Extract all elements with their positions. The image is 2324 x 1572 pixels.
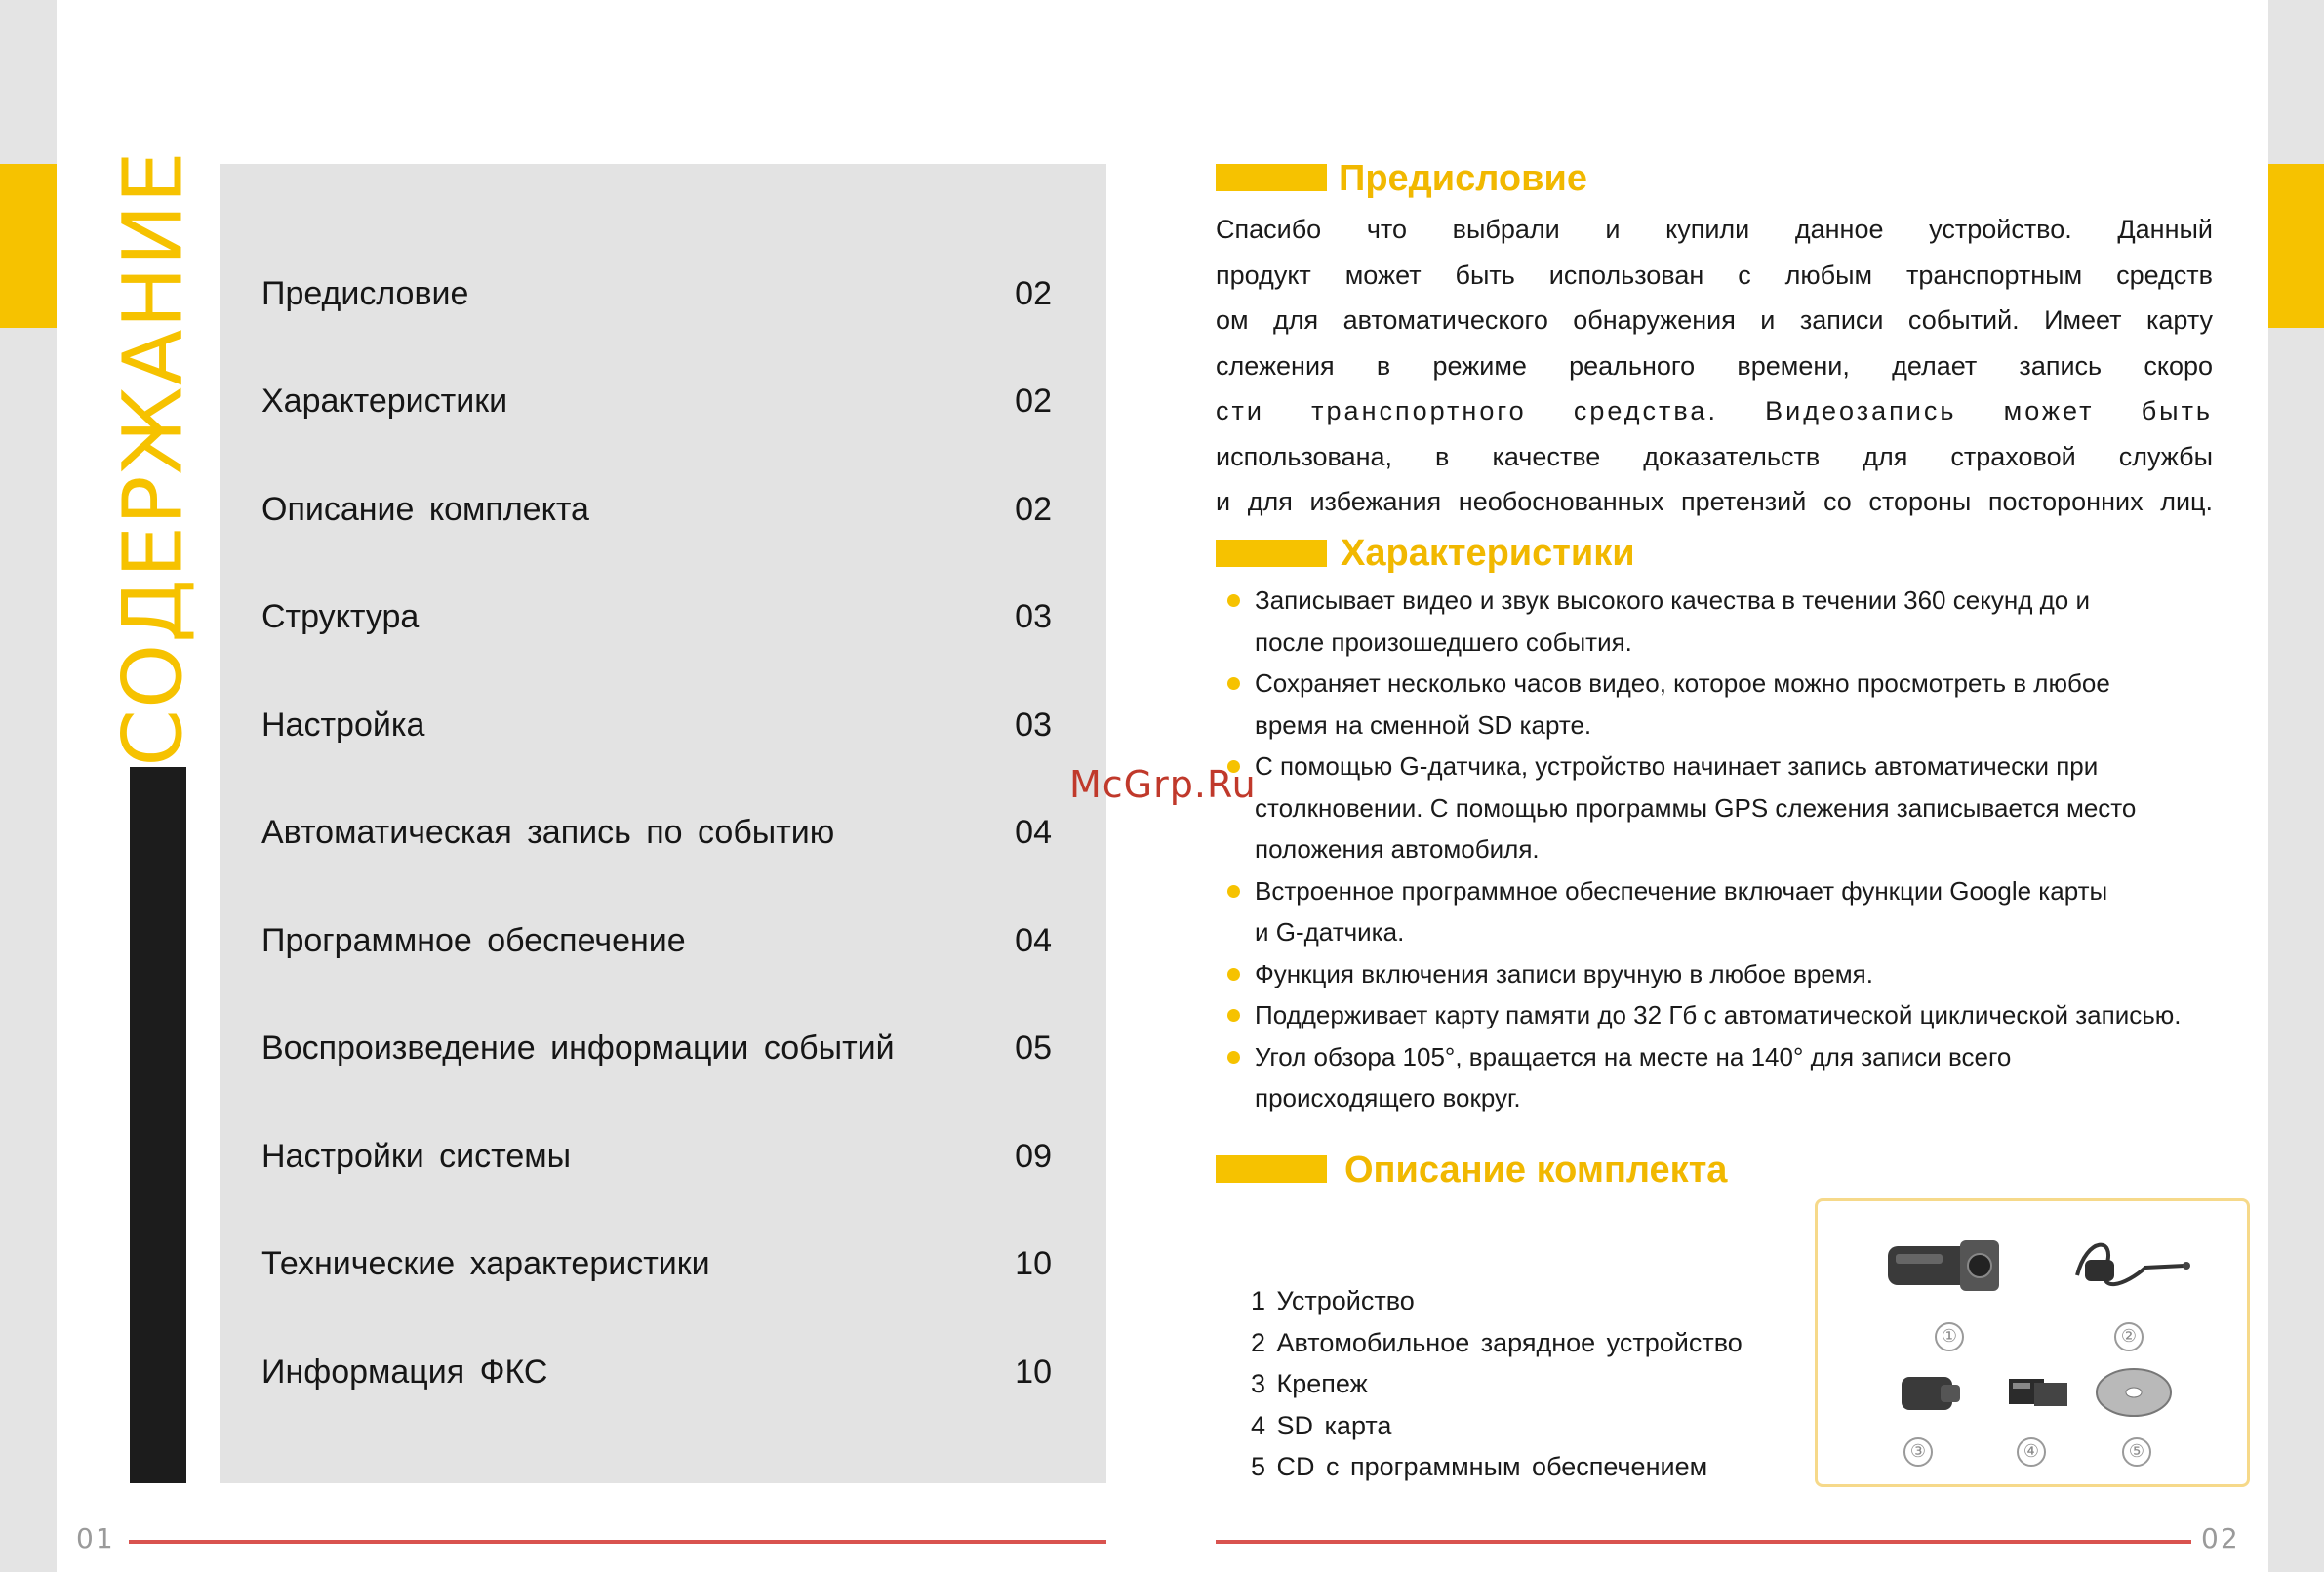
preface-line: слежения в режиме реального времени, делает запись скоро [1216, 350, 2213, 381]
kit-item: 5 CD с программным обеспечением [1251, 1452, 1708, 1481]
toc-label: Описание комплекта [261, 491, 589, 528]
toc-page: 03 [1015, 706, 1052, 744]
bullet-icon [1227, 677, 1240, 690]
figure-label: ⑤ [2122, 1437, 2151, 1467]
toc-row[interactable] [261, 598, 1052, 647]
contents-vertical-title: СОДЕРЖАНИЕ [105, 150, 202, 767]
toc-page: 02 [1015, 383, 1052, 420]
feature-item: Угол обзора 105°, вращается на месте на 140° для записи всего происходящего вокруг. [1225, 1036, 2240, 1119]
toc-label: Информация ФКС [261, 1353, 548, 1391]
toc-row[interactable] [261, 1245, 1052, 1294]
toc-row[interactable] [261, 1138, 1052, 1187]
toc-label: Настройки системы [261, 1138, 572, 1175]
footer-rule-right [1216, 1540, 2191, 1544]
toc-page: 03 [1015, 598, 1052, 635]
preface-line: Спасибо что выбрали и купили данное устройство. Данный [1216, 215, 2213, 244]
preface-line: продукт может быть использован с любым транспортным средств [1216, 260, 2213, 290]
watermark: McGrp.Ru [1069, 763, 1257, 806]
toc-page: 05 [1015, 1029, 1052, 1067]
kit-item: 4 SD карта [1251, 1410, 1392, 1440]
toc-label: Автоматическая запись по событию [261, 814, 835, 851]
kit-item: 2 Автомобильное зарядное устройство [1251, 1327, 1743, 1357]
toc-row[interactable] [261, 922, 1052, 971]
bullet-icon [1227, 1009, 1240, 1022]
yellow-tab-left [0, 164, 57, 328]
toc-label: Структура [261, 598, 420, 635]
toc-page: 02 [1015, 275, 1052, 312]
toc-label: Предисловие [261, 275, 469, 312]
feature-item: Записывает видео и звук высокого качества в течении 360 секунд до и после произошедшего события. [1225, 580, 2240, 663]
toc-row[interactable] [261, 275, 1052, 324]
feature-item: Сохраняет несколько часов видео, которое можно просмотреть в любое время на сменной SD карте. [1225, 663, 2240, 746]
toc-page: 10 [1015, 1353, 1052, 1391]
section-bar-preface [1216, 164, 1327, 191]
kit-figure [1815, 1198, 2250, 1487]
section-bar-features [1216, 540, 1327, 567]
kit-list [1251, 1280, 1743, 1488]
toc-label: Воспроизведение информации событий [261, 1029, 895, 1067]
figure-label: ① [1935, 1322, 1964, 1351]
page-number-right: 02 [2201, 1522, 2240, 1554]
section-title-features: Характеристики [1341, 533, 1635, 574]
page-number-left: 01 [76, 1522, 115, 1554]
toc-row[interactable] [261, 706, 1052, 755]
toc-label: Технические характеристики [261, 1245, 710, 1282]
figure-label: ④ [2017, 1437, 2046, 1467]
feature-item: Функция включения записи вручную в любое время. [1225, 953, 2240, 995]
toc-label: Настройка [261, 706, 425, 744]
preface-line: сти транспортного средства. Видеозапись может быть [1216, 396, 2213, 425]
toc-page: 02 [1015, 491, 1052, 528]
figure-label: ③ [1903, 1437, 1933, 1467]
preface-line: и для избежания необоснованных претензий со стороны посторонних лиц. [1216, 487, 2213, 516]
toc-row[interactable] [261, 491, 1052, 540]
footer-rule-left [129, 1540, 1106, 1544]
toc-page: 04 [1015, 922, 1052, 959]
bullet-icon [1227, 968, 1240, 981]
figure-label: ② [2114, 1322, 2144, 1351]
feature-item: С помощью G-датчика, устройство начинает запись автоматически при столкновении. С помощью программы GPS слежения записывается место положения автомобиля. [1225, 746, 2240, 870]
toc-page: 09 [1015, 1138, 1052, 1175]
toc-row[interactable] [261, 814, 1052, 863]
device-icon [1886, 1236, 2013, 1295]
bullet-icon [1227, 594, 1240, 607]
kit-item: 1 Устройство [1251, 1286, 1415, 1315]
section-title-kit: Описание комплекта [1344, 1149, 1728, 1190]
preface-line: использована, в качестве доказательств для страховой службы [1216, 441, 2213, 471]
toc-label: Программное обеспечение [261, 922, 686, 959]
feature-item: Встроенное программное обеспечение включает функции Google карты и G-датчика. [1225, 870, 2240, 953]
black-side-bar [130, 767, 186, 1483]
toc-label: Характеристики [261, 383, 508, 420]
feature-item: Поддерживает карту памяти до 32 Гб с автоматической циклической записью. [1225, 994, 2240, 1036]
preface-paragraph [1216, 207, 2213, 525]
section-title-preface: Предисловие [1339, 158, 1587, 199]
kit-item: 3 Крепеж [1251, 1369, 1368, 1398]
charger-icon [2067, 1227, 2194, 1295]
toc-row[interactable] [261, 1029, 1052, 1078]
yellow-tab-right [2268, 164, 2324, 328]
section-bar-kit [1216, 1155, 1327, 1183]
preface-line: ом для автоматического обнаружения и записи событий. Имеет карту [1216, 305, 2213, 335]
cd-icon [2093, 1363, 2175, 1422]
bullet-icon [1227, 885, 1240, 898]
features-list [1225, 580, 2240, 1119]
toc-row[interactable] [261, 383, 1052, 431]
bullet-icon [1227, 1051, 1240, 1064]
toc-row[interactable] [261, 1353, 1052, 1402]
toc-page: 10 [1015, 1245, 1052, 1282]
mount-icon [1898, 1369, 1966, 1418]
toc-page: 04 [1015, 814, 1052, 851]
sd-card-icon [2005, 1373, 2073, 1412]
